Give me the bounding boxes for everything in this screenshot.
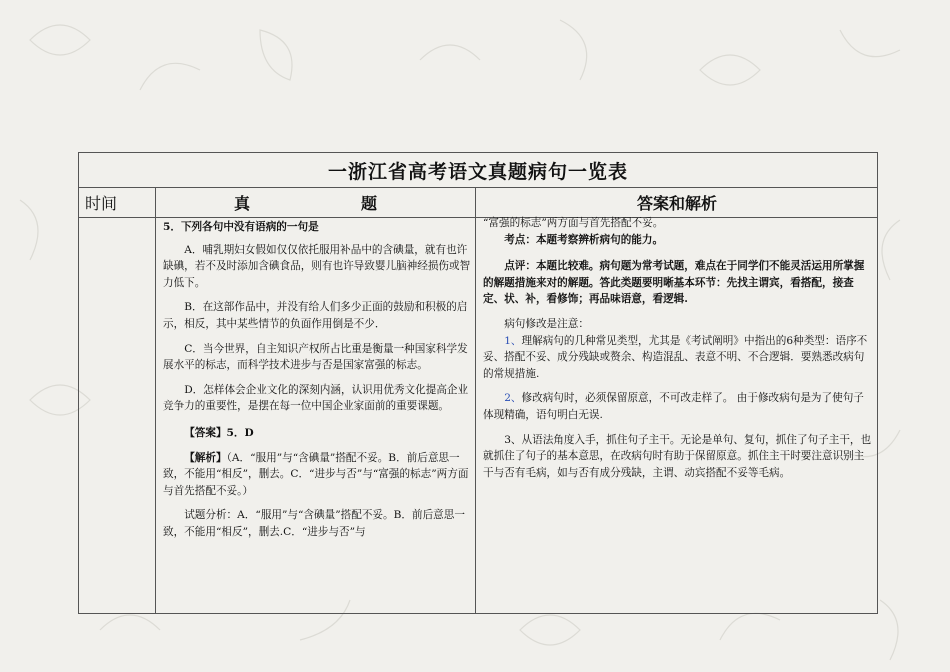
answer-continuation: “富强的标志”两方面与首先搭配不妥。 [483,217,664,229]
question-cell [163,219,473,541]
tip-number: 1、 [504,334,522,347]
revision-tip-1: 1、理解病句的几种常见类型，尤其是《考试阐明》中指出的6种类型：语序不妥、搭配不妥、成分残缺或赘余、构造混乱、表意不明、不合逻辑．要熟悉改病句的常规措施. [483,334,868,380]
option-a: A．哺乳期妇女假如仅仅依托服用补品中的含碘量，就有也许缺碘，若不及时添加含碘食品，则有也许导致婴儿脑神经损伤或智力低下。 [163,243,471,289]
option-d: D．怎样体会企业文化的深刻内涵，认识用优秀文化提高企业竞争力的重要性，是摆在每一位中国企业家面前的重要课题。 [163,383,469,413]
revision-tip-2: 2、修改病句时，必须保留原意，不可改走样了。 由于修改病句是为了使句子体现精确，语句明白无误. [483,392,864,421]
option-c: C．当今世界，自主知识产权所占比重是衡量一种国家科学发展水平的标志，而科学技术进步与否是国家富强的标志。 [163,342,468,372]
answer-cell [483,215,873,481]
header-answer: 答案和解析 [636,194,717,213]
revision-tip-3: 3、从语法角度入手，抓住句子主干。无论是单句、复句，抓住了句子主干，也就抓住了句子的基本意思，在改病句时有助于保留原意。抓住主干时要注意识别主干与否有毛病，如与否有成分残缺，主谓、动宾搭配不妥等毛病。 [483,433,872,479]
option-b: B．在这部作品中，并没有给人们多少正面的鼓励和积极的启示，相反，其中某些情节的负面作用倒是不少． [163,301,468,330]
try-analysis: 试题分析：A．“服用”与“含碘量”搭配不妥。B．前后意思一致，不能用“相反”，删去.C．“进步与否”与 [163,509,465,538]
commentary: 点评：本题比较难。病句题为常考试题，难点在于同学们不能灵活运用所掌握的解题措施来对的解题。答此类题要明晰基本环节：先找主谓宾，看搭配，接查定、状、补，看修饰；再品味语意，看逻辑. [483,260,865,306]
table [78,152,878,614]
header-time: 时间 [85,194,118,213]
exam-point: 考点：本题考察辨析病句的能力。 [504,233,664,246]
tip-number: 2、 [504,392,522,405]
analysis-text: （A．“服用”与“含碘量”搭配不妥。B．前后意思一致，不能用“相反”，删去。C．“进步与否”与“富强的标志”两方面与首先搭配不妥。） [163,451,469,497]
column-divider [155,187,156,613]
column-divider [475,187,476,613]
analysis-label: 【解析】 [184,451,227,464]
question-stem: 5．下列各句中没有语病的一句是 [163,221,319,233]
analysis [163,450,473,500]
header-question-char-2: 题 [361,194,378,213]
answer-line: 【答案】5．D [184,426,254,439]
header-question-char-1: 真 [234,194,251,213]
revision-tips-heading: 病句修改是注意： [504,317,589,330]
table-header-row [79,187,877,218]
document-title: 一浙江省高考语文真题病句一览表 [79,153,877,188]
